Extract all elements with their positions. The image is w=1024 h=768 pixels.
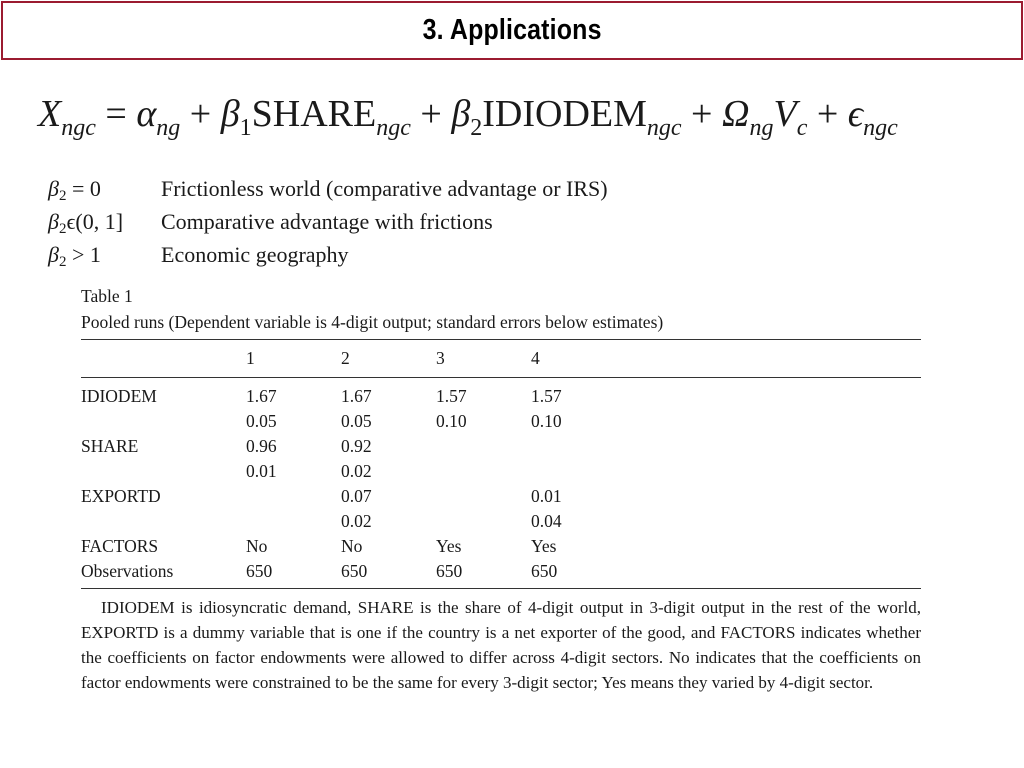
table-cell: EXPORTD [81, 486, 161, 506]
table-cell: SHARE [81, 436, 139, 456]
eq-eps: ϵ [847, 93, 864, 135]
regression-table [81, 283, 921, 695]
table-cell: 0.96 [246, 436, 277, 456]
table-label: Table 1 [81, 286, 133, 306]
col-header: 1 [246, 348, 255, 368]
eq-beta2: β [451, 93, 471, 135]
table-row [81, 459, 921, 484]
table-cell: 0.01 [531, 486, 562, 506]
beta-cases [48, 172, 608, 271]
case-cond-text: > 1 [66, 242, 101, 267]
table-cell: 0.04 [531, 511, 562, 531]
eq-alpha: α [136, 93, 157, 135]
slide-title-box [1, 1, 1023, 60]
case-beta: β [48, 242, 59, 267]
eq-beta1: β [220, 93, 240, 135]
table-cell: 1.67 [341, 386, 372, 406]
table-cell: 0.05 [341, 411, 372, 431]
table-cell: 0.05 [246, 411, 277, 431]
table-row [81, 484, 921, 509]
eq-lhs-sub: ngc [61, 115, 96, 141]
table-cell: 650 [341, 561, 368, 581]
table-cell: 0.02 [341, 511, 372, 531]
eq-beta1-sub: 1 [239, 115, 252, 141]
table-cell [246, 484, 341, 509]
regression-equation: $X_{ngc} = \alpha_{ng}$ + $\beta_1SHARE_{ngc}$ + $\beta_2IDIODEM_{ngc} + \Omega_{ng}V_c + \epsilon_{ngc}$ [38, 93, 898, 141]
case-beta-sub: 2 [58, 188, 67, 204]
table-cell: 1.57 [436, 386, 467, 406]
eq-share: SHARE [251, 93, 377, 135]
table-cell: 0.01 [246, 461, 277, 481]
eq-beta2-sub: 2 [470, 115, 483, 141]
eq-alpha-sub: ng [156, 115, 181, 141]
case-description: Frictionless world (comparative advantage or IRS) [161, 176, 608, 201]
table-bottom-rule [81, 588, 921, 589]
case-condition [48, 205, 161, 238]
col-header: 2 [341, 348, 350, 368]
results-table [81, 340, 921, 377]
case-beta: β [48, 176, 59, 201]
case-description: Economic geography [161, 242, 349, 267]
eq-v-sub: c [796, 115, 808, 141]
eq-eps-sub: ngc [863, 115, 898, 141]
eq-omega: Ω [721, 93, 750, 135]
table-cell: Observations [81, 561, 174, 581]
slide-title: 3. Applications [422, 14, 602, 46]
table-cell [81, 409, 246, 434]
case-cond-text: = 0 [66, 176, 101, 201]
table-cell [436, 484, 531, 509]
table-cell [436, 509, 531, 534]
table-cell: 0.10 [531, 411, 562, 431]
col-header: 4 [531, 348, 540, 368]
table-cell: IDIODEM [81, 386, 157, 406]
case-cond-text: ϵ(0, 1] [66, 209, 124, 234]
case-row [48, 205, 608, 238]
table-cell [436, 434, 531, 459]
table-header-row [81, 340, 921, 377]
table-caption: Pooled runs (Dependent variable is 4-digit output; standard errors below estimates) [81, 312, 664, 332]
col-header: 3 [436, 348, 445, 368]
case-beta: β [48, 209, 59, 234]
eq-idiodem-sub: ngc [646, 115, 682, 141]
table-cell [81, 459, 246, 484]
col-header [81, 340, 246, 377]
case-beta-sub: 2 [58, 254, 67, 270]
table-cell: 0.02 [341, 461, 372, 481]
table-row [81, 434, 921, 459]
table-row [81, 509, 921, 534]
table-row [81, 559, 921, 584]
eq-lhs: X [38, 93, 62, 135]
eq-v: V [773, 93, 797, 135]
table-cell: 0.07 [341, 486, 372, 506]
table-note: IDIODEM is idiosyncratic demand, SHARE is the share of 4-digit output in 3-digit output in the rest of the world, EXPORTD is a dummy variable that is one if the country is a net exporter of the good, and FACTORS indicates whether the coefficients on factor endowments were allowed to differ across 4-digit sectors. No indicates that the coefficients on factor endowments were constrained to be the same for every 3-digit sector; Yes means they varied by 4-digit sector. [81, 598, 921, 692]
table-cell: FACTORS [81, 536, 159, 556]
eq-omega-sub: ng [749, 115, 774, 141]
case-condition [48, 238, 161, 271]
table-row [81, 378, 921, 409]
table-cell: 0.10 [436, 411, 467, 431]
case-condition [48, 172, 161, 205]
table-cell: No [341, 536, 363, 556]
case-row [48, 172, 608, 205]
table-cell [436, 459, 531, 484]
table-cell [246, 509, 341, 534]
case-description: Comparative advantage with frictions [161, 209, 493, 234]
table-cell [531, 434, 921, 459]
table-row [81, 409, 921, 434]
table-cell: No [246, 536, 268, 556]
table-cell: 650 [436, 561, 463, 581]
results-body [81, 378, 921, 584]
table-cell: 0.92 [341, 436, 372, 456]
table-cell: 1.57 [531, 386, 562, 406]
table-cell: Yes [436, 536, 462, 556]
eq-share-sub: ngc [376, 115, 411, 141]
table-cell: 650 [531, 561, 558, 581]
table-cell [531, 459, 921, 484]
table-cell: 650 [246, 561, 273, 581]
table-row [81, 534, 921, 559]
eq-idiodem: IDIODEM [482, 93, 647, 135]
case-row [48, 238, 608, 271]
table-cell: 1.67 [246, 386, 277, 406]
case-beta-sub: 2 [58, 221, 67, 237]
table-cell [81, 509, 246, 534]
table-cell: Yes [531, 536, 557, 556]
